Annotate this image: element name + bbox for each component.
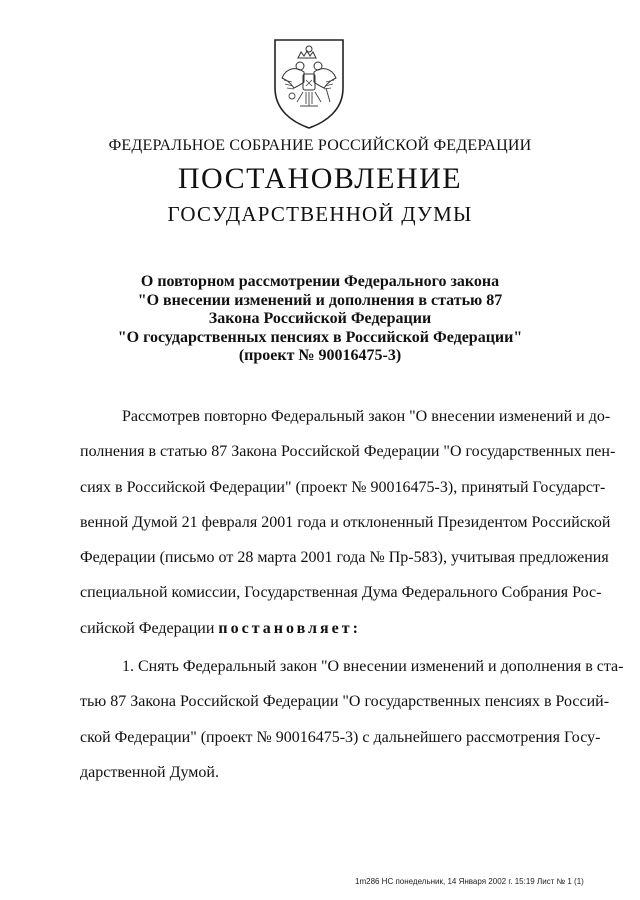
paragraph-line: венной Думой 21 февраля 2001 года и отклоненный Президентом Российской	[80, 513, 611, 531]
paragraph-line: сиях в Российской Федерации" (проект № 90016475-3), принятый Государст-	[80, 478, 606, 496]
subject-line: О повторном рассмотрении Федерального закона	[140, 273, 500, 290]
resolution-keyword: постановляет:	[218, 619, 361, 637]
paragraph-line: полнения в статью 87 Закона Российской Федерации "О государственных пен-	[80, 443, 616, 461]
subject-line: "О государственных пенсиях в Российской Федерации"	[117, 328, 523, 346]
subject-line: Закона Российской Федерации	[208, 310, 432, 327]
paragraph-line: 1. Снять Федеральный закон "О внесении изменений и дополнения в ста-	[122, 658, 624, 675]
resolution-item-1	[80, 657, 624, 798]
subject-line: (проект № 90016475-3)	[238, 347, 402, 364]
document-subject	[0, 273, 640, 366]
paragraph-line: ской Федерации" (проект № 90016475-3) с дальнейшего рассмотрения Госу-	[80, 728, 601, 746]
page-footer: 1m286 НС понедельник, 14 Января 2002 г. 15:19 Лист № 1 (1)	[355, 877, 584, 886]
subject-line: "О внесении изменений и дополнения в статью 87	[137, 291, 503, 309]
paragraph-line	[80, 619, 600, 654]
paragraph-line: специальной комиссии, Государственная Дума Федерального Собрания Рос-	[80, 584, 602, 602]
paragraph-text: сийской Федерации	[80, 619, 219, 637]
paragraph-line: дарственной Думой.	[80, 763, 219, 781]
preamble-paragraph	[80, 407, 616, 654]
document-subtitle: ГОСУДАРСТВЕННОЙ ДУМЫ	[167, 202, 473, 226]
coat-of-arms-icon	[270, 36, 348, 132]
paragraph-line: тью 87 Закона Российской Федерации "О государственных пенсиях в Россий-	[80, 693, 610, 711]
document-title: ПОСТАНОВЛЕНИЕ	[177, 162, 463, 195]
assembly-name: ФЕДЕРАЛЬНОЕ СОБРАНИЕ РОССИЙСКОЙ ФЕДЕРАЦИИ	[108, 137, 532, 154]
paragraph-line: Федерации (письмо от 28 марта 2001 года № Пр-583), учитывая предложения	[80, 549, 609, 567]
paragraph-line: Рассмотрев повторно Федеральный закон "О внесении изменений и до-	[122, 408, 611, 425]
